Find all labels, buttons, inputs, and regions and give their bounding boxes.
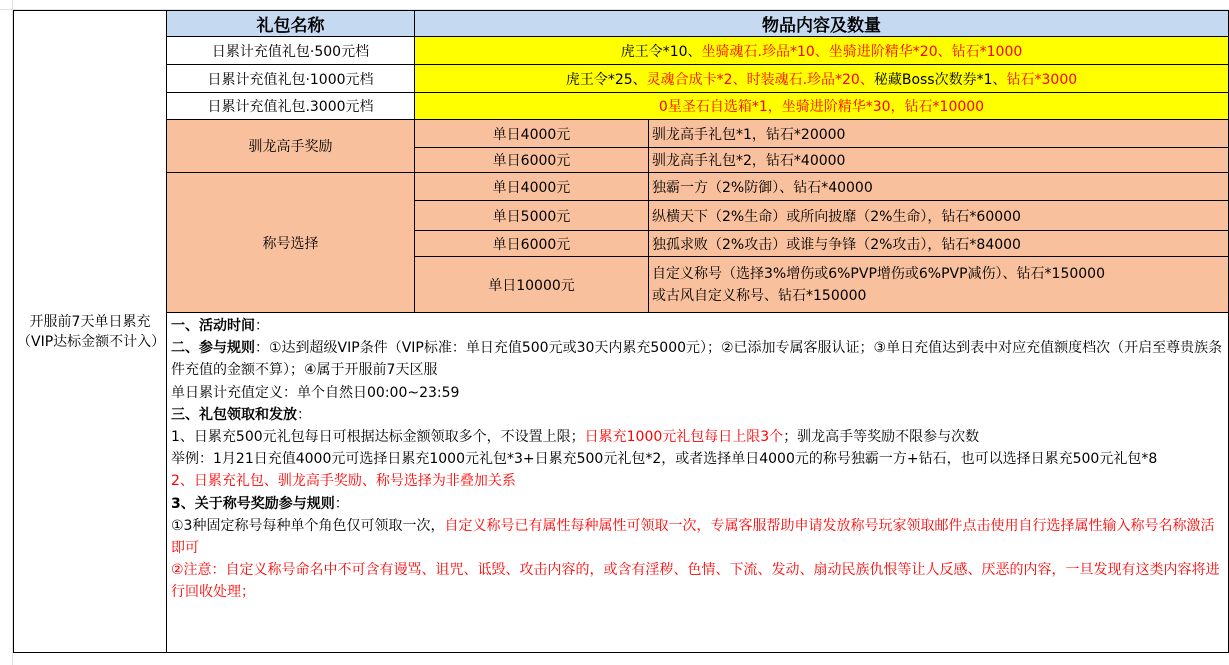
pack-content-cell[interactable] bbox=[415, 65, 1229, 93]
content-text-red: 坐骑魂石.珍品*10、坐骑进阶精华*20、钻石*1000 bbox=[701, 43, 1023, 60]
note-line bbox=[171, 382, 1224, 404]
content-text-red: 0星圣石自选箱*1，坐骑进阶精华*30，钻石*10000 bbox=[658, 99, 985, 115]
notes-row bbox=[14, 313, 1229, 653]
header-pack-content[interactable]: 物品内容及数量 bbox=[415, 11, 1229, 37]
content-text: 虎王令*25、 bbox=[565, 71, 647, 88]
note-line bbox=[171, 559, 1224, 603]
note-text-red: 自定义称号已有属性每种属性可领取一次，专属客服帮助申请发放称号玩家领取邮件点击使用自行选择属性输入称号名称激活即可 bbox=[171, 517, 1215, 557]
note-line bbox=[171, 404, 1224, 426]
note-text: ：①达到超级VIP条件（VIP标准：单日充值500元或30天内累充5000元）；②已添加专属客服认证；③单日充值达到表中对应充值额度档次（开启至尊贵族条件充值的金额不算）；④属于开服前7天区服 bbox=[171, 340, 1223, 379]
amount-cell[interactable]: 单日4000元 bbox=[415, 173, 649, 201]
note-heading: 一、活动时间 bbox=[171, 318, 255, 334]
amount-cell[interactable]: 单日10000元 bbox=[415, 257, 649, 313]
note-line bbox=[171, 470, 1224, 492]
note-line bbox=[171, 426, 1224, 448]
note-text: ①3种固定称号每种单个角色仅可领取一次， bbox=[171, 517, 445, 534]
pack-name-cell[interactable]: 日累计充值礼包.3000元档 bbox=[167, 93, 415, 120]
pack-row bbox=[14, 37, 1229, 65]
amount-cell[interactable]: 单日5000元 bbox=[415, 201, 649, 231]
reward-cell[interactable]: 纵横天下（2%生命）或所向披靡（2%生命），钻石*60000 bbox=[649, 201, 1229, 231]
reward-cell[interactable]: 独霸一方（2%防御）、钻石*40000 bbox=[649, 173, 1229, 201]
note-line bbox=[171, 337, 1224, 381]
pack-content-cell[interactable] bbox=[415, 93, 1229, 120]
reward-cell[interactable]: 驯龙高手礼包*2，钻石*40000 bbox=[649, 148, 1229, 173]
note-text: 举例：1月21日充值4000元可选择日累充1000元礼包*3+日累充500元礼包*2，或者选择单日4000元的称号独霸一方+钻石，也可以选择日累充500元礼包*8 bbox=[171, 451, 1158, 468]
master-label-cell[interactable]: 驯龙高手奖励 bbox=[167, 120, 415, 173]
header-pack-name[interactable]: 礼包名称 bbox=[167, 11, 415, 37]
note-text-red: ②注意：自定义称号命名中不可含有谩骂、诅咒、诋毁、攻击内容的，或含有淫秽、色情、下流、发动、扇动民族仇恨等让人反感、厌恶的内容，一旦发现有这类内容将进行回收处理； bbox=[171, 562, 1220, 601]
note-text: ： bbox=[297, 406, 311, 423]
amount-cell[interactable]: 单日4000元 bbox=[415, 120, 649, 148]
note-text: 1、日累充500元礼包每日可根据达标金额领取多个，不设置上限； bbox=[171, 429, 585, 446]
note-line bbox=[171, 315, 1224, 337]
note-line bbox=[171, 515, 1224, 559]
note-line bbox=[171, 493, 1224, 515]
reward-line: 或古风自定义称号、钻石*150000 bbox=[652, 287, 867, 304]
content-text: 虎王令*10、 bbox=[620, 43, 702, 60]
note-text: ： bbox=[334, 495, 349, 512]
content-text: 秘藏Boss次数券*1、 bbox=[873, 71, 1007, 88]
note-text-red: 日累充1000元礼包每日上限3个 bbox=[584, 429, 784, 446]
reward-cell[interactable]: 独孤求败（2%攻击）或谁与争锋（2%攻击），钻石*84000 bbox=[649, 231, 1229, 257]
title-row bbox=[14, 173, 1229, 201]
pack-name-cell[interactable]: 日累计充值礼包·500元档 bbox=[167, 37, 415, 65]
rules-notes-cell[interactable] bbox=[167, 313, 1229, 653]
amount-cell[interactable]: 单日6000元 bbox=[415, 148, 649, 173]
pack-name-cell[interactable]: 日累计充值礼包·1000元档 bbox=[167, 65, 415, 93]
title-label-cell[interactable]: 称号选择 bbox=[167, 173, 415, 313]
pack-content-cell[interactable] bbox=[415, 37, 1229, 65]
note-heading: 3、关于称号奖励参与规则 bbox=[171, 495, 335, 512]
note-text: ： bbox=[255, 318, 269, 334]
reward-cell[interactable] bbox=[649, 257, 1229, 313]
content-text-red: 钻石*3000 bbox=[1006, 71, 1078, 88]
event-label-cell[interactable] bbox=[14, 11, 167, 653]
reward-line: 自定义称号（选择3%增伤或6%PVP增伤或6%PVP减伤）、钻石*150000 bbox=[652, 265, 1105, 282]
note-text-red: 日累充礼包、驯龙高手奖励、称号选择为非叠加关系 bbox=[193, 473, 516, 490]
reward-cell[interactable]: 驯龙高手礼包*1，钻石*20000 bbox=[649, 120, 1229, 148]
note-text-red: 2、 bbox=[171, 473, 194, 490]
amount-cell[interactable]: 单日6000元 bbox=[415, 231, 649, 257]
event-label: 开服前7天单日累充（VIP达标金额不计入） bbox=[17, 313, 166, 350]
note-text: ；驯龙高手等奖励不限参与次数 bbox=[783, 429, 980, 446]
note-text: 单日累计充值定义：单个自然日00:00~23:59 bbox=[171, 384, 460, 401]
note-heading: 二、参与规则 bbox=[171, 340, 255, 357]
gift-pack-table bbox=[13, 10, 1229, 653]
master-row bbox=[14, 120, 1229, 148]
note-heading: 三、礼包领取和发放 bbox=[171, 406, 297, 423]
pack-row bbox=[14, 65, 1229, 93]
note-line bbox=[171, 448, 1224, 470]
pack-row bbox=[14, 93, 1229, 120]
content-text-red: 灵魂合成卡*2、时装魂石.珍品*20、 bbox=[646, 71, 874, 88]
header-row bbox=[14, 11, 1229, 37]
